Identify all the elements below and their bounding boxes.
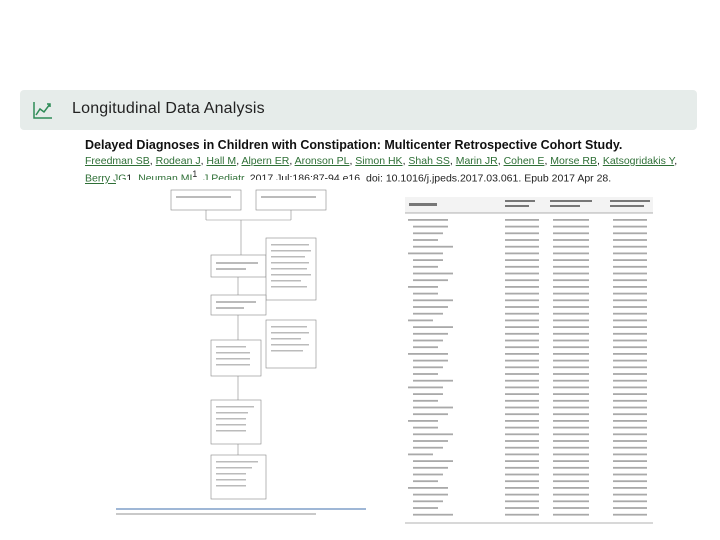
table-cell <box>553 266 589 268</box>
table-cell <box>413 427 438 429</box>
table-cell <box>553 279 589 281</box>
table-cell <box>613 447 647 449</box>
author-link[interactable]: Katsogridakis Y <box>602 155 675 167</box>
table-cell <box>553 346 589 348</box>
table-cell <box>613 427 647 429</box>
table-cell <box>505 239 539 241</box>
table-cell <box>505 467 539 469</box>
table-cell <box>413 433 453 435</box>
table-cell <box>613 440 647 442</box>
table-cell <box>553 366 589 368</box>
table-cell <box>413 380 453 382</box>
table-cell <box>553 259 589 261</box>
table-cell <box>413 306 448 308</box>
table-cell <box>553 320 589 322</box>
table-cell <box>505 380 539 382</box>
author-link[interactable]: Marin JR <box>455 155 498 167</box>
table-cell <box>413 494 448 496</box>
table-cell <box>613 253 647 255</box>
table-cell <box>505 232 539 234</box>
table-cell <box>553 326 589 328</box>
table-cell <box>413 226 448 228</box>
table-cell <box>505 259 539 261</box>
table-cell <box>613 326 647 328</box>
table-cell <box>408 353 448 355</box>
table-cell <box>413 366 443 368</box>
results-table-figure <box>405 197 653 525</box>
table-cell <box>505 500 539 502</box>
table-cell <box>413 299 453 301</box>
table-cell <box>553 507 589 509</box>
table-cell <box>413 313 443 315</box>
flow-box-eligible <box>211 255 266 277</box>
table-cell <box>613 420 647 422</box>
table-cell <box>505 480 539 482</box>
flow-diagram-figure <box>116 180 366 520</box>
table-cell <box>613 246 647 248</box>
table-cell <box>613 333 647 335</box>
article-title: Delayed Diagnoses in Children with Constipation: Multicenter Retrospective Cohort Study. <box>85 138 623 152</box>
table-cell <box>613 400 647 402</box>
table-cell <box>505 293 539 295</box>
table-cell <box>613 346 647 348</box>
journal-link[interactable]: J Pediatr. <box>203 172 247 185</box>
table-cell <box>553 447 589 449</box>
table-cell <box>613 474 647 476</box>
table-cell <box>413 340 443 342</box>
table-cell <box>413 279 448 281</box>
table-cell <box>413 333 448 335</box>
table-cell <box>553 460 589 462</box>
table-cell <box>553 407 589 409</box>
table-cell <box>613 320 647 322</box>
table-cell <box>613 380 647 382</box>
table-cell <box>413 514 453 516</box>
table-cell <box>408 420 438 422</box>
table-cell <box>553 400 589 402</box>
table-cell <box>613 413 647 415</box>
table-cell <box>553 474 589 476</box>
table-cell <box>505 393 539 395</box>
table-cell <box>613 273 647 275</box>
table-cell <box>505 427 539 429</box>
table-cell <box>553 514 589 516</box>
table-cell <box>505 400 539 402</box>
table-cell <box>505 433 539 435</box>
table-cell <box>613 460 647 462</box>
table-cell <box>408 286 438 288</box>
table-cell <box>505 373 539 375</box>
table-cell <box>505 447 539 449</box>
flow-box-secondary <box>256 190 326 210</box>
table-cell <box>505 320 539 322</box>
table-cell <box>613 514 647 516</box>
table-cell <box>553 219 589 221</box>
table-cell <box>413 507 438 509</box>
table-cell <box>505 474 539 476</box>
table-cell <box>505 440 539 442</box>
table-cell <box>505 219 539 221</box>
table-cell <box>553 246 589 248</box>
author-link[interactable]: Freedman SB <box>85 155 150 167</box>
table-cell <box>505 326 539 328</box>
table-cell <box>505 340 539 342</box>
table-cell <box>553 393 589 395</box>
table-cell <box>505 353 539 355</box>
table-cell <box>613 494 647 496</box>
table-cell <box>413 346 438 348</box>
table-cell <box>613 259 647 261</box>
table-cell <box>505 360 539 362</box>
table-cell <box>553 306 589 308</box>
table-cell <box>613 433 647 435</box>
chart-trend-icon <box>32 100 54 120</box>
table-cell <box>413 259 443 261</box>
table-cell <box>505 413 539 415</box>
table-cell <box>613 500 647 502</box>
table-cell <box>408 219 448 221</box>
table-cell <box>613 340 647 342</box>
author-link[interactable]: Morse RB <box>550 155 597 167</box>
table-cell <box>505 333 539 335</box>
table-cell <box>553 226 589 228</box>
table-cell <box>553 433 589 435</box>
table-cell <box>553 360 589 362</box>
table-cell <box>505 420 539 422</box>
table-cell <box>613 373 647 375</box>
table-cell <box>505 246 539 248</box>
table-cell <box>553 454 589 456</box>
table-cell <box>505 266 539 268</box>
author-link[interactable]: Neuman MI <box>138 172 193 185</box>
table-cell <box>613 454 647 456</box>
table-cell <box>413 326 453 328</box>
table-cell <box>413 360 448 362</box>
table-cell <box>613 299 647 301</box>
table-cell <box>553 467 589 469</box>
table-cell <box>553 340 589 342</box>
table-cell <box>413 393 443 395</box>
table-cell <box>505 460 539 462</box>
flow-box-ambulatory <box>171 190 241 210</box>
table-cell <box>505 299 539 301</box>
author-list: Freedman SB, Rodean J, Hall M, Alpern ER, Aronson PL, Simon HK, Shah SS, Marin JR, Cohen E, Morse RB, Katsogridakis Y, Berry JG1, Neuman $MI^1$, J Pediatr. 2017 Jul;186:87-94.e16. doi: 10.1016/j.jpeds.2017.03.061. Epub 2017 Apr 28. <box>85 155 678 185</box>
section-header <box>20 90 697 130</box>
table-cell <box>413 413 448 415</box>
table-cell <box>408 253 443 255</box>
table-cell <box>413 373 438 375</box>
table-cell <box>413 232 443 234</box>
table-cell <box>553 380 589 382</box>
table-cell <box>553 373 589 375</box>
table-cell <box>505 346 539 348</box>
table-cell <box>505 253 539 255</box>
table-cell <box>553 420 589 422</box>
table-cell <box>613 393 647 395</box>
table-cell <box>505 487 539 489</box>
table-cell <box>413 239 438 241</box>
table-cell <box>413 407 453 409</box>
table-cell <box>613 407 647 409</box>
table-cell <box>553 239 589 241</box>
table-cell <box>613 387 647 389</box>
table-cell <box>413 400 438 402</box>
table-cell <box>613 313 647 315</box>
citation-details: 2017 Jul;186:87-94.e16. doi: 10.1016/j.jpeds.2017.03.061. Epub 2017 Apr 28. <box>246 172 612 185</box>
author-link[interactable]: Alpern ER <box>241 155 290 167</box>
table-cell <box>505 387 539 389</box>
table-cell <box>613 226 647 228</box>
table-cell <box>553 353 589 355</box>
table-cell <box>613 487 647 489</box>
table-cell <box>613 239 647 241</box>
table-cell <box>413 480 438 482</box>
table-cell <box>505 407 539 409</box>
table-cell <box>553 487 589 489</box>
table-cell <box>553 286 589 288</box>
table-cell <box>613 266 647 268</box>
table-cell <box>613 286 647 288</box>
table-cell <box>413 460 453 462</box>
table-cell <box>553 480 589 482</box>
table-cell <box>505 306 539 308</box>
table-cell <box>553 427 589 429</box>
table-cell <box>613 219 647 221</box>
table-cell <box>505 494 539 496</box>
table-cell <box>613 293 647 295</box>
table-cell <box>553 494 589 496</box>
table-cell <box>553 440 589 442</box>
table-cell <box>553 253 589 255</box>
table-cell <box>408 387 443 389</box>
table-cell <box>505 279 539 281</box>
author-link[interactable]: Simon HK <box>355 155 403 167</box>
author-link[interactable]: Shah SS <box>408 155 450 167</box>
table-cell <box>613 360 647 362</box>
table-cell <box>505 273 539 275</box>
author-link[interactable]: Hall M <box>206 155 237 167</box>
table-cell <box>413 467 448 469</box>
table-cell <box>413 266 438 268</box>
table-cell <box>413 293 438 295</box>
table-cell <box>553 387 589 389</box>
table-cell <box>613 279 647 281</box>
table-cell <box>505 507 539 509</box>
table-cell <box>408 320 433 322</box>
table-cell <box>413 273 453 275</box>
table-cell <box>613 353 647 355</box>
table-cell <box>505 366 539 368</box>
table-cell <box>408 487 448 489</box>
flow-box-cohort <box>211 295 266 315</box>
table-cell <box>553 299 589 301</box>
table-cell <box>553 293 589 295</box>
table-cell <box>505 514 539 516</box>
table-cell <box>505 286 539 288</box>
table-cell <box>553 273 589 275</box>
table-cell <box>613 480 647 482</box>
table-cell <box>613 467 647 469</box>
author-link[interactable]: Aronson PL <box>294 155 350 167</box>
table-cell <box>613 507 647 509</box>
table-cell <box>553 500 589 502</box>
table-cell <box>413 447 443 449</box>
table-cell <box>553 232 589 234</box>
table-cell <box>613 306 647 308</box>
section-title: Longitudinal Data Analysis <box>72 100 265 117</box>
author-link[interactable]: Berry JG <box>85 172 127 185</box>
table-cell <box>505 226 539 228</box>
author-link[interactable]: Cohen E <box>503 155 545 167</box>
table-cell <box>413 246 453 248</box>
table-cell <box>613 366 647 368</box>
table-cell <box>613 232 647 234</box>
table-cell <box>413 440 448 442</box>
table-cell <box>413 474 443 476</box>
table-cell <box>505 313 539 315</box>
table-cell <box>413 500 443 502</box>
table-cell <box>505 454 539 456</box>
table-cell <box>553 313 589 315</box>
author-link[interactable]: Rodean J <box>155 155 201 167</box>
table-cell <box>408 454 433 456</box>
table-cell <box>553 413 589 415</box>
table-cell <box>553 333 589 335</box>
